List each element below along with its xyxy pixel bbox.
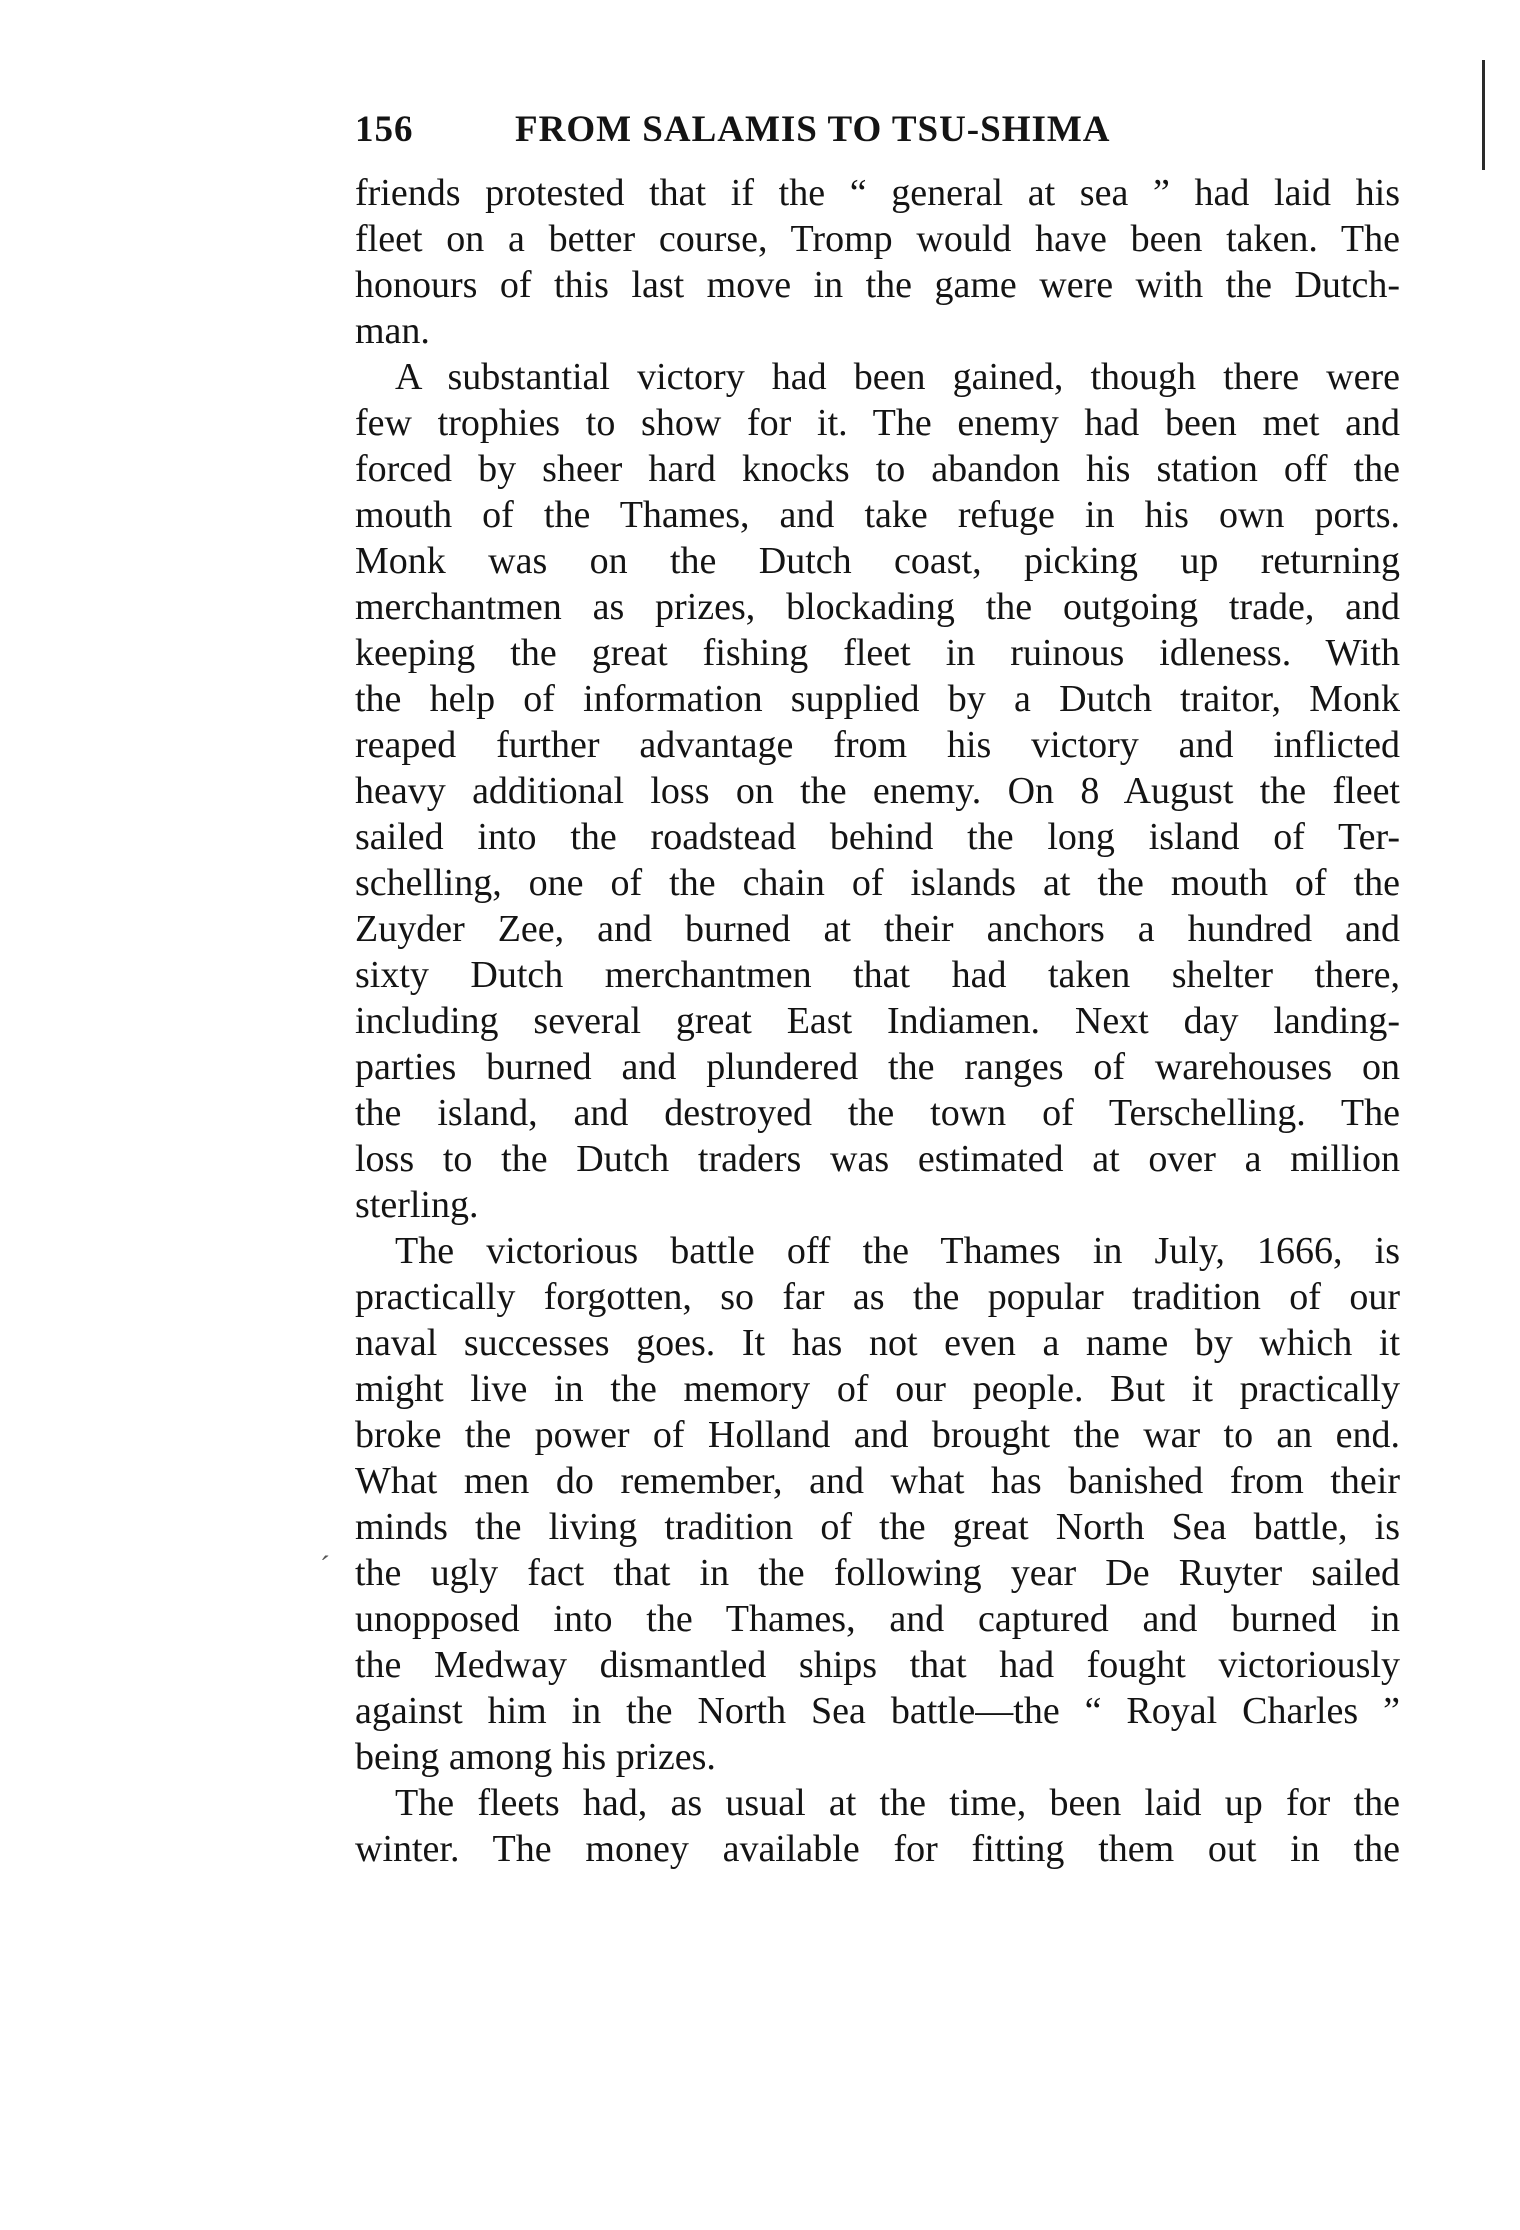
text-line-wrap [355,630,1400,676]
text-line-wrap [355,1366,1400,1412]
text-line-wrap [355,814,1400,860]
text-line-wrap [355,216,1400,262]
text-line-wrap [320,1550,1400,1596]
text-line: naval successes goes. It has not even a name by which it [355,1322,1400,1364]
text-line: merchantmen as prizes, blockading the outgoing trade, and [355,586,1400,628]
text-line: The victorious battle off the Thames in July, 1666, is [395,1230,1400,1272]
text-line: few trophies to show for it. The enemy had been met and [355,402,1400,444]
book-page [320,108,1400,1872]
text-line-wrap [355,400,1400,446]
text-line: sailed into the roadstead behind the long island of Ter- [355,816,1400,858]
text-line: minds the living tradition of the great North Sea battle, is [355,1506,1400,1548]
text-line: the Medway dismantled ships that had fought victoriously [355,1644,1400,1686]
text-line: might live in the memory of our people. But it practically [355,1368,1400,1410]
text-line-wrap [355,1504,1400,1550]
text-line: reaped further advantage from his victory and inflicted [355,724,1400,766]
text-line: Monk was on the Dutch coast, picking up returning [355,540,1400,582]
text-line: broke the power of Holland and brought the war to an end. [355,1414,1400,1456]
text-line: unopposed into the Thames, and captured and burned in [355,1598,1400,1640]
text-line: loss to the Dutch traders was estimated at over a million [355,1138,1400,1180]
text-line: The fleets had, as usual at the time, been laid up for the [395,1782,1400,1824]
text-line-wrap [355,1274,1400,1320]
text-line: including several great East Indiamen. Next day landing- [355,1000,1400,1042]
text-line-wrap [355,1734,1400,1780]
text-line-wrap [355,492,1400,538]
text-line-wrap [355,538,1400,584]
text-line: the ugly fact that in the following year De Ruyter sailed [355,1552,1400,1594]
text-line: against him in the North Sea battle—the “ Royal Charles ” [355,1690,1400,1732]
text-line: A substantial victory had been gained, though there were [395,356,1400,398]
text-line: honours of this last move in the game were with the Dutch- [355,264,1400,306]
text-line-wrap [355,1090,1400,1136]
text-line-wrap [355,768,1400,814]
text-line: being among his prizes. [355,1736,716,1778]
text-line-wrap [355,1642,1400,1688]
margin-tick-mark: ´ [320,1550,330,1583]
text-line-wrap [355,1780,1400,1826]
text-line: mouth of the Thames, and take refuge in his own ports. [355,494,1400,536]
text-line-wrap [355,860,1400,906]
text-line: sixty Dutch merchantmen that had taken shelter there, [355,954,1400,996]
text-line-wrap [355,584,1400,630]
text-line-wrap [355,952,1400,998]
text-line: parties burned and plundered the ranges of warehouses on [355,1046,1400,1088]
text-line: What men do remember, and what has banished from their [355,1460,1400,1502]
page-number: 156 [355,109,414,150]
text-line: schelling, one of the chain of islands at the mouth of the [355,862,1400,904]
page-edge-mark [1482,60,1485,170]
text-line: winter. The money available for fitting them out in the [355,1828,1400,1870]
text-line-wrap [355,722,1400,768]
text-line: man. [355,310,430,352]
text-line: heavy additional loss on the enemy. On 8 August the fleet [355,770,1400,812]
text-line: practically forgotten, so far as the popular tradition of our [355,1276,1400,1318]
text-line: Zuyder Zee, and burned at their anchors a hundred and [355,908,1400,950]
text-line-wrap [355,1320,1400,1366]
text-line-wrap [355,1596,1400,1642]
text-line-wrap [355,1688,1400,1734]
text-line: keeping the great fishing fleet in ruinous idleness. With [355,632,1400,674]
text-line-wrap [355,1412,1400,1458]
text-line-wrap [355,1228,1400,1274]
text-line-wrap [355,170,1400,216]
text-line: the island, and destroyed the town of Terschelling. The [355,1092,1400,1134]
running-head [355,108,1400,170]
text-line: sterling. [355,1184,479,1226]
text-line-wrap [355,1136,1400,1182]
text-line-wrap [355,1182,1400,1228]
text-line-wrap [355,676,1400,722]
text-line-wrap [355,262,1400,308]
text-line-wrap [355,1044,1400,1090]
text-line-wrap [355,1458,1400,1504]
text-line-wrap [355,1826,1400,1872]
text-line: friends protested that if the “ general at sea ” had laid his [355,172,1400,214]
text-line: the help of information supplied by a Dutch traitor, Monk [355,678,1400,720]
text-line-wrap [355,446,1400,492]
text-line-wrap [355,308,1400,354]
body-text [320,170,1400,1872]
text-line: forced by sheer hard knocks to abandon his station off the [355,448,1400,490]
text-line-wrap [355,354,1400,400]
text-line-wrap [355,906,1400,952]
text-line-wrap [355,998,1400,1044]
text-line: fleet on a better course, Tromp would have been taken. The [355,218,1400,260]
book-title: FROM SALAMIS TO TSU-SHIMA [515,109,1111,150]
